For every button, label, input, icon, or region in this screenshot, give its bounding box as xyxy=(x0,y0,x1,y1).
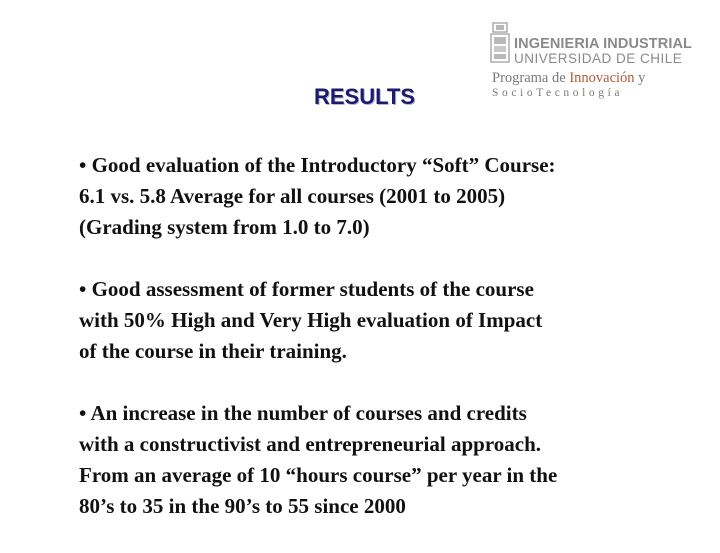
bullet-line: From an average of 10 “hours course” per year in the xyxy=(79,463,558,487)
logo-line-universidad: UNIVERSIDAD DE CHILE xyxy=(514,51,683,66)
logo-programa-prefix: Programa de xyxy=(492,70,570,86)
bullet-line: 6.1 vs. 5.8 Average for all courses (2001 to 2005) xyxy=(79,184,506,208)
logo-programa-suffix: y xyxy=(634,70,646,86)
bullet-line: with 50% High and Very High evaluation of Impact xyxy=(79,308,543,332)
bullet-item-evaluation xyxy=(79,150,699,243)
logo-line-programa xyxy=(492,71,645,86)
slide-title: RESULTS xyxy=(314,84,416,109)
bullet-item-assessment xyxy=(79,274,699,367)
logo-line-ingenieria: INGENIERIA INDUSTRIAL xyxy=(514,36,692,52)
bullet-line: 80’s to 35 in the 90’s to 55 since 2000 xyxy=(79,494,406,518)
bullet-item-increase xyxy=(79,398,699,522)
bullet-line: of the course in their training. xyxy=(79,339,347,363)
logo-programa-accent: Innovación xyxy=(569,70,635,86)
logo-line-sociotecnologia: SocioTecnología xyxy=(492,87,624,99)
bullet-line: with a constructivist and entrepreneurial approach. xyxy=(79,432,542,456)
bullet-line: • Good evaluation of the Introductory “Soft” Course: xyxy=(79,153,556,177)
bullet-line: (Grading system from 1.0 to 7.0) xyxy=(79,215,370,239)
university-seal-icon xyxy=(490,22,510,66)
bullet-line: • An increase in the number of courses and credits xyxy=(79,401,527,425)
university-logo xyxy=(490,22,690,102)
bullet-line: • Good assessment of former students of the course xyxy=(79,277,534,301)
bullet-list xyxy=(79,150,699,553)
